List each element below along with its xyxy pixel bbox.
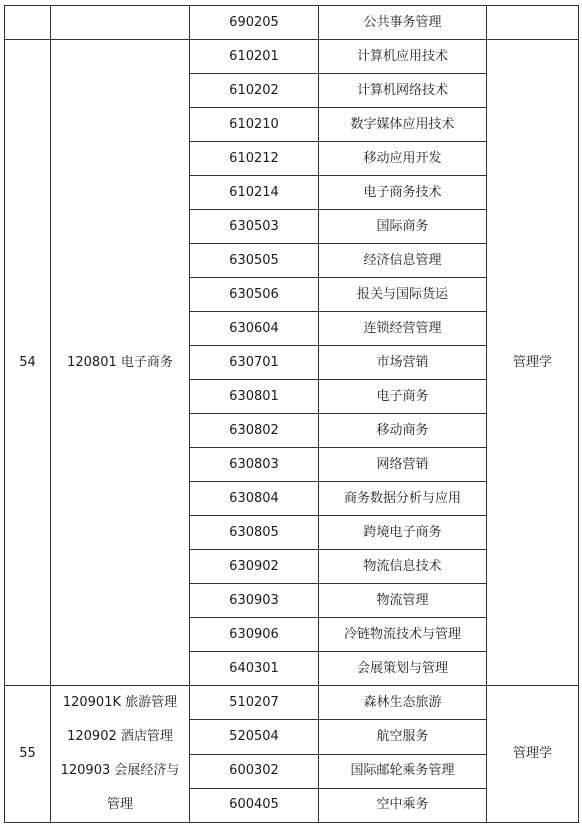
vocational-name-cell: 商务数据分析与应用	[319, 482, 487, 516]
vocational-code-cell: 630506	[190, 278, 319, 312]
vocational-code-cell: 610202	[190, 74, 319, 108]
vocational-code-cell: 610201	[190, 40, 319, 74]
undergrad-major-line: 120903 会展经济与	[60, 763, 180, 778]
vocational-code-cell: 630701	[190, 346, 319, 380]
index-cell	[5, 6, 51, 40]
vocational-name-cell: 网络营销	[319, 448, 487, 482]
major-table	[4, 5, 579, 823]
vocational-name-cell: 计算机网络技术	[319, 74, 487, 108]
vocational-name-cell: 冷链物流技术与管理	[319, 618, 487, 652]
table-row	[5, 6, 579, 40]
vocational-name-cell: 森林生态旅游	[319, 686, 487, 720]
undergrad-major-cell	[51, 686, 190, 823]
vocational-code-cell: 630906	[190, 618, 319, 652]
vocational-code-cell: 520504	[190, 720, 319, 754]
vocational-name-cell: 国际商务	[319, 210, 487, 244]
index-cell: 54	[5, 40, 51, 686]
vocational-name-cell: 电子商务技术	[319, 176, 487, 210]
table-row	[5, 40, 579, 74]
vocational-name-cell: 物流信息技术	[319, 550, 487, 584]
undergrad-major-line: 管理	[106, 797, 133, 812]
vocational-code-cell: 610214	[190, 176, 319, 210]
vocational-name-cell: 市场营销	[319, 346, 487, 380]
vocational-name-cell: 连锁经营管理	[319, 312, 487, 346]
vocational-code-cell: 630805	[190, 516, 319, 550]
vocational-name-cell: 跨境电子商务	[319, 516, 487, 550]
vocational-code-cell: 630503	[190, 210, 319, 244]
vocational-code-cell: 630902	[190, 550, 319, 584]
vocational-name-cell: 国际邮轮乘务管理	[319, 754, 487, 788]
category-cell: 管理学	[487, 686, 579, 823]
vocational-name-cell: 计算机应用技术	[319, 40, 487, 74]
vocational-name-cell: 物流管理	[319, 584, 487, 618]
vocational-name-cell: 会展策划与管理	[319, 652, 487, 686]
vocational-code-cell: 510207	[190, 686, 319, 720]
vocational-name-cell: 航空服务	[319, 720, 487, 754]
vocational-code-cell: 630803	[190, 448, 319, 482]
vocational-code-cell: 630903	[190, 584, 319, 618]
vocational-code-cell: 690205	[190, 6, 319, 40]
undergrad-major-cell: 120801 电子商务	[51, 40, 190, 686]
vocational-name-cell: 电子商务	[319, 380, 487, 414]
vocational-name-cell: 数字媒体应用技术	[319, 108, 487, 142]
category-cell: 管理学	[487, 40, 579, 686]
vocational-name-cell: 报关与国际货运	[319, 278, 487, 312]
vocational-name-cell: 公共事务管理	[319, 6, 487, 40]
category-cell	[487, 6, 579, 40]
vocational-code-cell: 610212	[190, 142, 319, 176]
undergrad-major-line: 120902 酒店管理	[67, 729, 173, 744]
vocational-code-cell: 630801	[190, 380, 319, 414]
major-table-body	[5, 6, 579, 823]
vocational-code-cell: 600405	[190, 788, 319, 822]
undergrad-major-line: 120901K 旅游管理	[62, 695, 178, 710]
vocational-name-cell: 移动商务	[319, 414, 487, 448]
vocational-code-cell: 600302	[190, 754, 319, 788]
vocational-code-cell: 630804	[190, 482, 319, 516]
vocational-code-cell: 640301	[190, 652, 319, 686]
vocational-name-cell: 空中乘务	[319, 788, 487, 822]
vocational-code-cell: 630604	[190, 312, 319, 346]
table-row	[5, 686, 579, 720]
vocational-code-cell: 610210	[190, 108, 319, 142]
vocational-name-cell: 移动应用开发	[319, 142, 487, 176]
vocational-code-cell: 630505	[190, 244, 319, 278]
vocational-name-cell: 经济信息管理	[319, 244, 487, 278]
index-cell: 55	[5, 686, 51, 823]
vocational-code-cell: 630802	[190, 414, 319, 448]
undergrad-major-cell	[51, 6, 190, 40]
